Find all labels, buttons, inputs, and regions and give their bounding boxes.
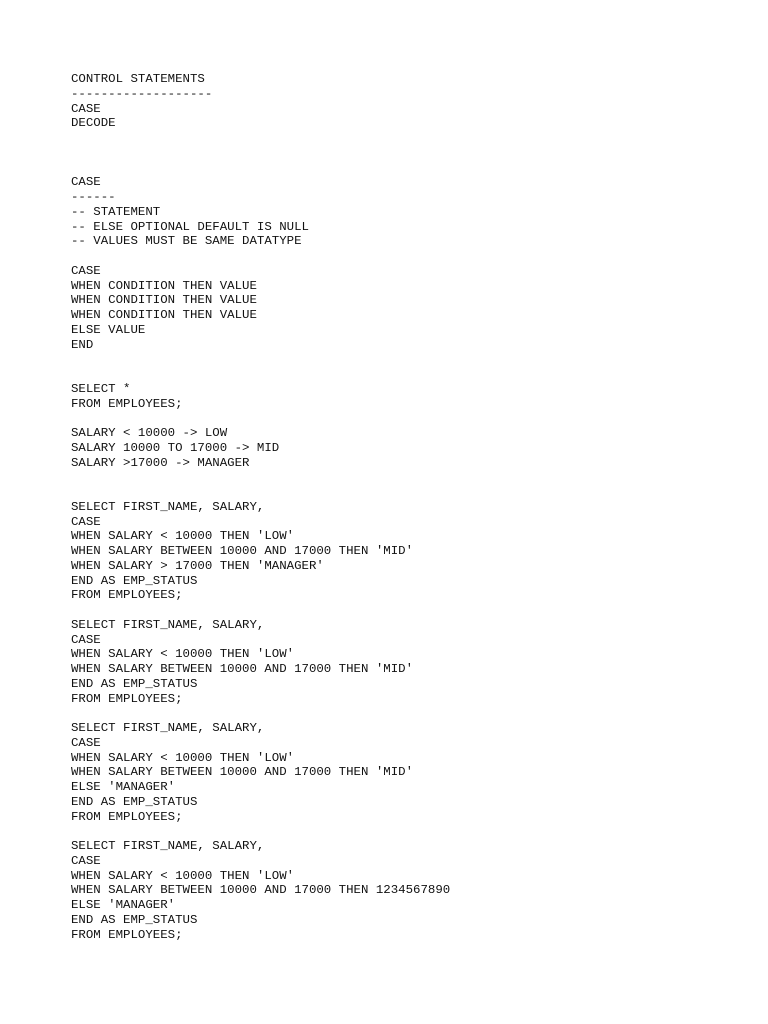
doc-line: SELECT FIRST_NAME, SALARY, <box>71 721 265 735</box>
doc-line: FROM EMPLOYEES; <box>71 809 183 824</box>
doc-line: SALARY >17000 -> MANAGER <box>71 455 250 470</box>
doc-line: END AS EMP_STATUS <box>71 573 198 588</box>
doc-line: ELSE VALUE <box>71 322 146 337</box>
doc-line <box>71 485 748 500</box>
doc-line: CASE <box>71 514 101 529</box>
doc-line: -- VALUES MUST BE SAME DATATYPE <box>71 234 302 249</box>
doc-line: FROM EMPLOYEES; <box>71 588 183 603</box>
doc-line: ------ <box>71 190 116 204</box>
doc-line: SELECT FIRST_NAME, SALARY, <box>71 617 265 632</box>
doc-line <box>71 470 748 485</box>
doc-line: ------------------- <box>71 86 213 101</box>
doc-line: END AS EMP_STATUS <box>71 912 198 927</box>
doc-line: END <box>71 337 94 352</box>
doc-line: SELECT FIRST_NAME, SALARY, <box>71 839 265 853</box>
doc-line: CASE <box>71 632 101 647</box>
doc-line: ELSE 'MANAGER' <box>71 898 176 912</box>
doc-line: WHEN CONDITION THEN VALUE <box>71 293 257 308</box>
doc-line <box>71 367 748 382</box>
doc-line <box>71 249 748 264</box>
doc-line <box>71 146 748 161</box>
doc-line <box>71 603 748 618</box>
doc-line: CASE <box>71 735 101 750</box>
doc-line: FROM EMPLOYEES; <box>71 691 183 706</box>
doc-line: SALARY 10000 TO 17000 -> MID <box>71 440 280 455</box>
doc-line <box>71 824 748 839</box>
document-page <box>71 72 748 942</box>
doc-line: WHEN SALARY > 17000 THEN 'MANAGER' <box>71 558 324 573</box>
doc-line: WHEN SALARY BETWEEN 10000 AND 17000 THEN 'MID' <box>71 662 414 676</box>
doc-line: CASE <box>71 175 101 190</box>
doc-line: CASE <box>71 853 101 868</box>
doc-line: WHEN SALARY < 10000 THEN 'LOW' <box>71 647 295 662</box>
doc-line: SELECT FIRST_NAME, SALARY, <box>71 499 265 514</box>
doc-line: WHEN SALARY BETWEEN 10000 AND 17000 THEN 'MID' <box>71 544 414 558</box>
doc-line <box>71 706 748 721</box>
doc-line: SELECT * <box>71 381 131 396</box>
doc-line: WHEN SALARY < 10000 THEN 'LOW' <box>71 868 295 883</box>
doc-line: CASE <box>71 101 101 116</box>
doc-line: END AS EMP_STATUS <box>71 794 198 809</box>
doc-line: CONTROL STATEMENTS <box>71 72 205 86</box>
doc-line: CASE <box>71 263 101 278</box>
doc-line <box>71 352 748 367</box>
doc-line: FROM EMPLOYEES; <box>71 396 183 411</box>
doc-line: WHEN SALARY BETWEEN 10000 AND 17000 THEN 1234567890 <box>71 883 451 898</box>
doc-line: END AS EMP_STATUS <box>71 676 198 691</box>
doc-line <box>71 131 748 146</box>
doc-line: -- STATEMENT <box>71 204 161 219</box>
doc-line: FROM EMPLOYEES; <box>71 927 183 942</box>
doc-line: DECODE <box>71 116 116 131</box>
doc-line <box>71 411 748 426</box>
doc-line: WHEN CONDITION THEN VALUE <box>71 308 257 322</box>
doc-line: WHEN SALARY < 10000 THEN 'LOW' <box>71 529 295 544</box>
doc-line: -- ELSE OPTIONAL DEFAULT IS NULL <box>71 219 309 234</box>
doc-line: SALARY < 10000 -> LOW <box>71 426 228 440</box>
doc-line <box>71 161 748 176</box>
doc-line: ELSE 'MANAGER' <box>71 780 176 794</box>
doc-line: WHEN SALARY BETWEEN 10000 AND 17000 THEN 'MID' <box>71 765 414 780</box>
doc-line: WHEN SALARY < 10000 THEN 'LOW' <box>71 750 295 765</box>
doc-line: WHEN CONDITION THEN VALUE <box>71 278 257 293</box>
